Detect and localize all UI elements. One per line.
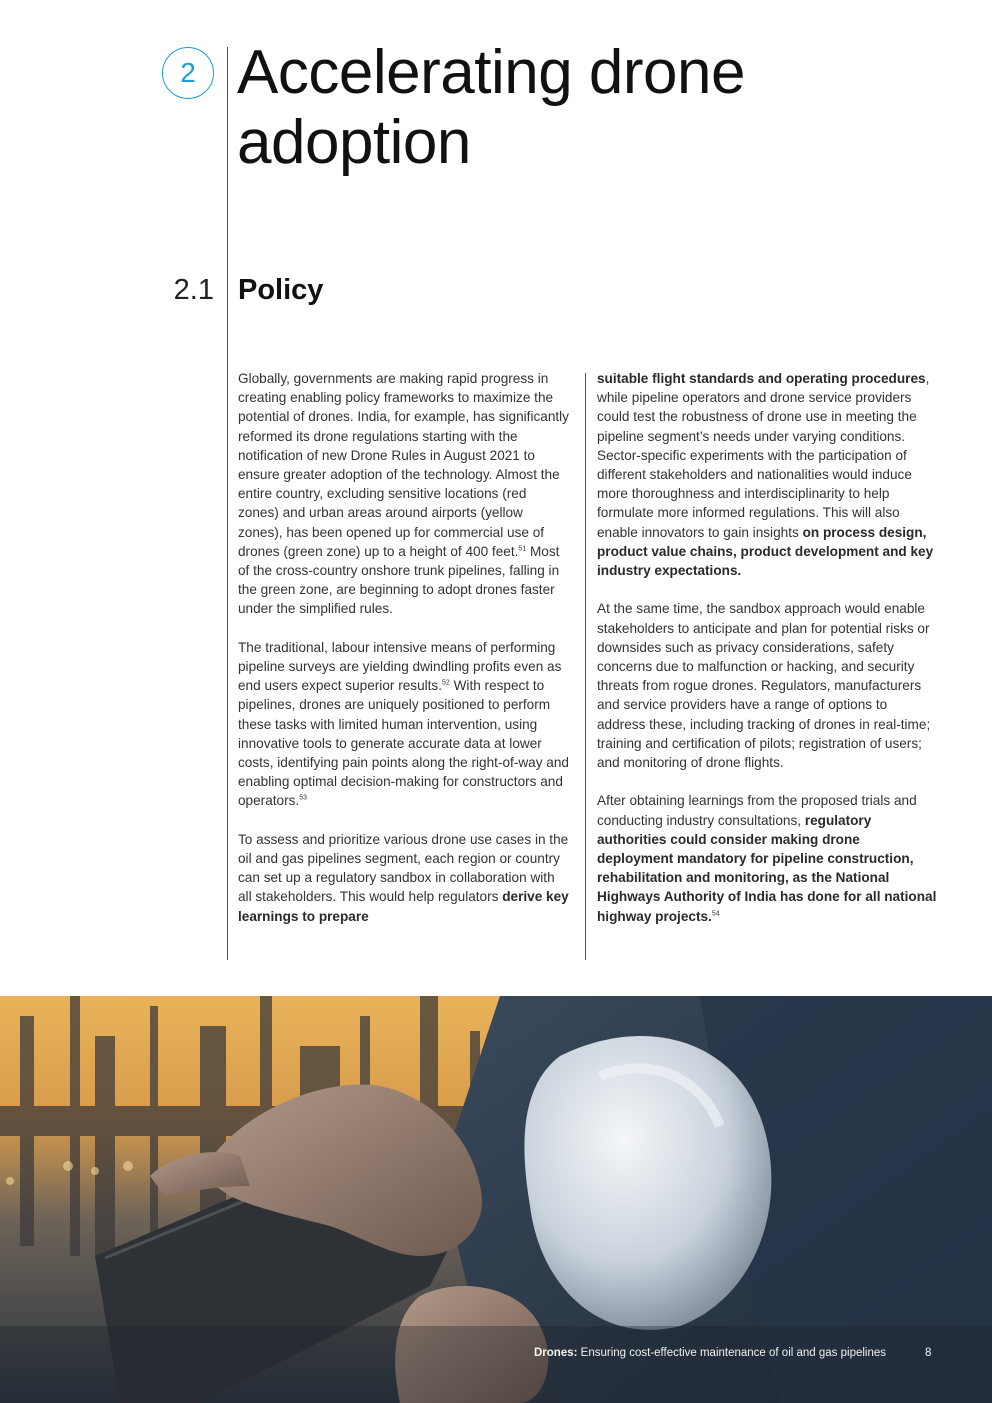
paragraph-text: At the same time, the sandbox approach would enable stakeholders to anticipate and plan for potential risks or downsides such as privacy considerations, safety concerns due to malfunction or hacking, and security threats from rogue drones. Regulators, manufacturers and service providers have a range of options to address these, including tracking of drones in real-time; training and certification of pilots; registration of users; and monitoring of drone flights. bbox=[597, 601, 931, 771]
footer-publication-title bbox=[534, 1347, 886, 1359]
photo-illustration bbox=[0, 996, 992, 1403]
paragraph-text: The traditional, labour intensive means of performing pipeline surveys are yielding dwindling profits even as end users expect superior results. bbox=[238, 639, 562, 694]
paragraph bbox=[238, 369, 570, 619]
footnote-ref: 54 bbox=[711, 910, 720, 918]
paragraph-text: To assess and prioritize various drone use cases in the oil and gas pipelines segment, each region or country can set up a regulatory sandbox in collaboration with all stakeholders. This would help regulators bbox=[238, 831, 569, 905]
footnote-ref: 52 bbox=[442, 679, 450, 687]
paragraph-text: Most of the cross-country onshore trunk pipelines, falling in the green zone, are beginning to adopt drones faster under the simplified rules. bbox=[238, 543, 560, 617]
footer-publication-bold: Drones: bbox=[534, 1347, 578, 1359]
vertical-divider bbox=[227, 47, 228, 960]
chapter-title: Accelerating drone adoption bbox=[237, 38, 745, 177]
chapter-number-badge bbox=[162, 47, 214, 99]
body-column-right bbox=[597, 369, 937, 945]
paragraph bbox=[597, 599, 937, 772]
paragraph-emphasis: suitable flight standards and operating procedures bbox=[597, 371, 926, 386]
body-column-left bbox=[238, 369, 570, 945]
footer-publication-rest: Ensuring cost-effective maintenance of oil and gas pipelines bbox=[577, 1347, 887, 1359]
section-number: 2.1 bbox=[173, 274, 214, 306]
paragraph-text: With respect to pipelines, drones are uniquely positioned to perform these tasks with limited human intervention, using innovative tools to generate accurate data at lower costs, identifying pain points along the right-of-way and enabling optimal decision-making for constructors and operators. bbox=[238, 678, 569, 809]
column-divider bbox=[585, 373, 586, 960]
paragraph bbox=[597, 369, 937, 580]
paragraph-emphasis: regulatory authorities could consider making drone deployment mandatory for pipeline construction, rehabilitation and monitoring, as the National Highways Authority of India has done for all national highway projects. bbox=[597, 812, 937, 924]
worker-with-tablet-photo bbox=[0, 996, 992, 1403]
page-number: 8 bbox=[925, 1347, 932, 1359]
paragraph-text: , while pipeline operators and drone service providers could test the robustness of drone use in meeting the pipeline segment’s needs under varying conditions. Sector-specific experiments with the participation of different stakeholders and nationalities would induce more thoroughness and interdisciplinarity to help formulate more informed regulations. This will also enable innovators to gain insights bbox=[597, 371, 930, 540]
paragraph-emphasis: on process design, product value chains, product development and key industry expectations. bbox=[597, 524, 934, 579]
paragraph bbox=[238, 638, 570, 811]
section-title: Policy bbox=[238, 274, 324, 306]
paragraph-text: After obtaining learnings from the proposed trials and conducting industry consultations, bbox=[597, 793, 917, 828]
paragraph-emphasis: derive key learnings to prepare bbox=[238, 889, 569, 924]
footnote-ref: 53 bbox=[299, 794, 308, 802]
footnote-ref: 51 bbox=[518, 545, 527, 553]
paragraph bbox=[238, 830, 570, 926]
chapter-number: 2 bbox=[180, 57, 196, 88]
paragraph bbox=[597, 791, 937, 925]
paragraph-text: Globally, governments are making rapid progress in creating enabling policy frameworks to maximize the potential of drones. India, for example, has significantly reformed its drone regulations starting with the notification of new Drone Rules in August 2021 to ensure greater adoption of the technology. Almost the entire country, excluding sensitive locations (red zones) and urban areas around airports (yellow zones), has been opened up for commercial use of drones (green zone) up to a height of 400 feet. bbox=[238, 371, 569, 559]
